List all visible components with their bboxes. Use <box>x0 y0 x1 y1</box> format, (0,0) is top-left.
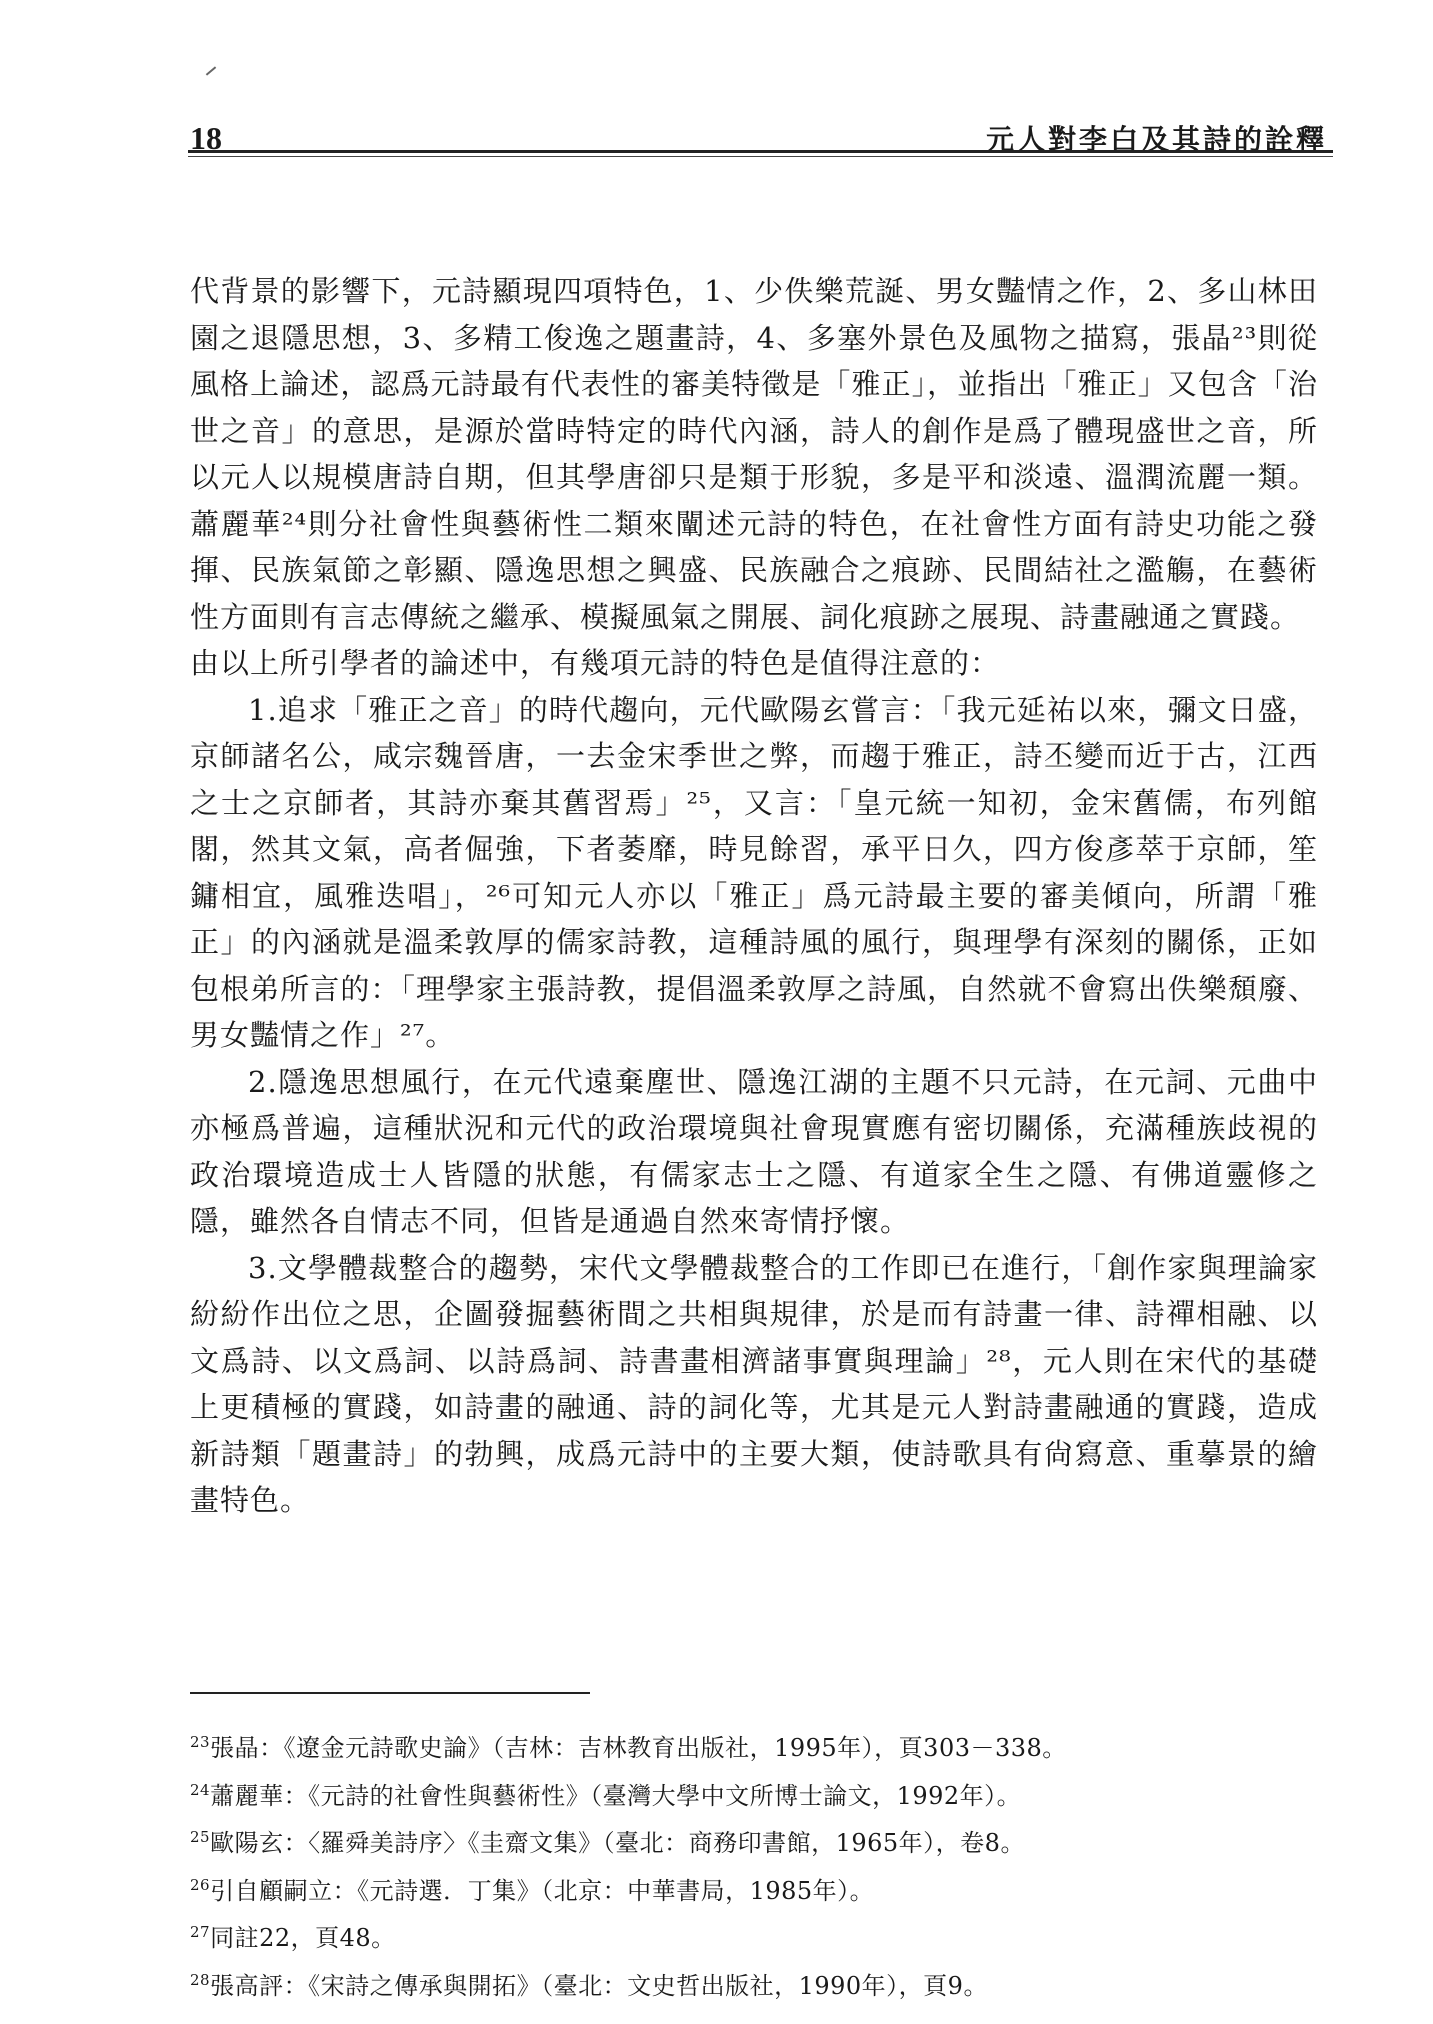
footnote-number: 24 <box>190 1780 211 1799</box>
footnotes <box>190 1722 1318 2007</box>
footnote <box>190 1865 1318 1913</box>
footnote-number: 23 <box>190 1733 211 1751</box>
footnote-text: 蕭麗華：《元詩的社會性與藝術性》（臺灣大學中文所博士論文，1992年）。 <box>210 1781 1022 1810</box>
footnote <box>190 1770 1318 1818</box>
footnote <box>190 1912 1318 1960</box>
footnote-text: 歐陽玄：〈羅舜美詩序〉《圭齋文集》（臺北：商務印書館，1965年），卷8。 <box>210 1829 1025 1857</box>
footnote-text: 張晶：《遼金元詩歌史論》（吉林：吉林教育出版社，1995年），頁303－338。 <box>210 1734 1067 1762</box>
footnote <box>190 1722 1318 1770</box>
footnote <box>190 1817 1318 1865</box>
footnote-number: 28 <box>190 1970 211 1989</box>
footnote-text: 張高評：《宋詩之傳承與開拓》（臺北：文史哲出版社，1990年），頁9。 <box>210 1971 988 2000</box>
paragraph-intro: 由以上所引學者的論述中，有幾項元詩的特色是值得注意的： <box>190 646 1001 680</box>
footnote-number: 27 <box>190 1923 211 1941</box>
footnote-rule <box>190 1692 590 1694</box>
footnote-text: 同註22，頁48。 <box>210 1924 396 1952</box>
footnote-number: 26 <box>190 1875 211 1894</box>
page-number: 18 <box>190 120 222 156</box>
running-head: 元人對李白及其詩的詮釋 <box>985 123 1327 156</box>
footnote <box>190 1960 1318 2008</box>
stray-mark <box>206 66 216 75</box>
footnote-number: 25 <box>190 1828 211 1846</box>
paragraph-point-2: 2.隱逸思想風行，在元代遠棄塵世、隱逸江湖的主題不只元詩，在元詞、元曲中亦極爲普遍，這種狀況和元代的政治環境與社會現實應有密切關係，充滿種族歧視的政治環境造成士人皆隱的狀態，有儒家志士之隱、有道家全生之隱、有佛道靈修之隱，雖然各自情志不同，但皆是通過自然來寄情抒懷。 <box>190 1064 1318 1238</box>
footnote-text: 引自顧嗣立：《元詩選．丁集》（北京：中華書局，1985年）。 <box>210 1876 875 1905</box>
paragraph-point-3: 3.文學體裁整合的趨勢，宋代文學體裁整合的工作即已在進行，「創作家與理論家紛紛作出位之思，企圖發掘藝術間之共相與規律，於是而有詩畫一律、詩禪相融、以文爲詩、以文爲詞、以詩爲詞、詩書畫相濟諸事實與理論」²⁸，元人則在宋代的基礎上更積極的實踐，如詩畫的融通、詩的詞化等，尤其是元人對詩畫融通的實踐，造成新詩類「題畫詩」的勃興，成爲元詩中的主要大類，使詩歌具有尙寫意、重摹景的繪畫特色。 <box>190 1250 1318 1517</box>
paragraph-continued: 代背景的影響下，元詩顯現四項特色，1、少佚樂荒誕、男女豔情之作，2、多山林田園之退隱思想，3、多精工俊逸之題畫詩，4、多塞外景色及風物之描寫，張晶²³則從風格上論述，認爲元詩最有代表性的審美特徵是「雅正」，並指出「雅正」又包含「治世之音」的意思，是源於當時特定的時代內涵，詩人的創作是爲了體現盛世之音，所以元人以規模唐詩自期，但其學唐卻只是類于形貌，多是平和淡遠、溫潤流麗一類。蕭麗華²⁴則分社會性與藝術性二類來闡述元詩的特色，在社會性方面有詩史功能之發揮、民族氣節之彰顯、隱逸思想之興盛、民族融合之痕跡、民間結社之濫觴，在藝術性方面則有言志傳統之繼承、模擬風氣之開展、詞化痕跡之展現、詩畫融通之實踐。 <box>190 274 1318 634</box>
paragraph-point-1: 1.追求「雅正之音」的時代趨向，元代歐陽玄嘗言：「我元延祐以來，彌文日盛，京師諸名公，咸宗魏晉唐，一去金宋季世之弊，而趨于雅正，詩丕變而近于古，江西之士之京師者，其詩亦棄其舊習焉」²⁵，又言：「皇元統一知初，金宋舊儒，布列館閣，然其文氣，高者倔強，下者萎靡，時見餘習，承平日久，四方俊彥萃于京師，笙鏞相宜，風雅迭唱」，²⁶可知元人亦以「雅正」爲元詩最主要的審美傾向，所謂「雅正」的內涵就是溫柔敦厚的儒家詩教，這種詩風的風行，與理學有深刻的關係，正如包根弟所言的：「理學家主張詩教，提倡溫柔敦厚之詩風，自然就不會寫出佚樂頹廢、男女豔情之作」²⁷。 <box>190 692 1318 1052</box>
header-rule <box>188 150 1333 153</box>
header-rule-thin <box>188 156 1333 157</box>
body-text <box>190 268 1318 1524</box>
